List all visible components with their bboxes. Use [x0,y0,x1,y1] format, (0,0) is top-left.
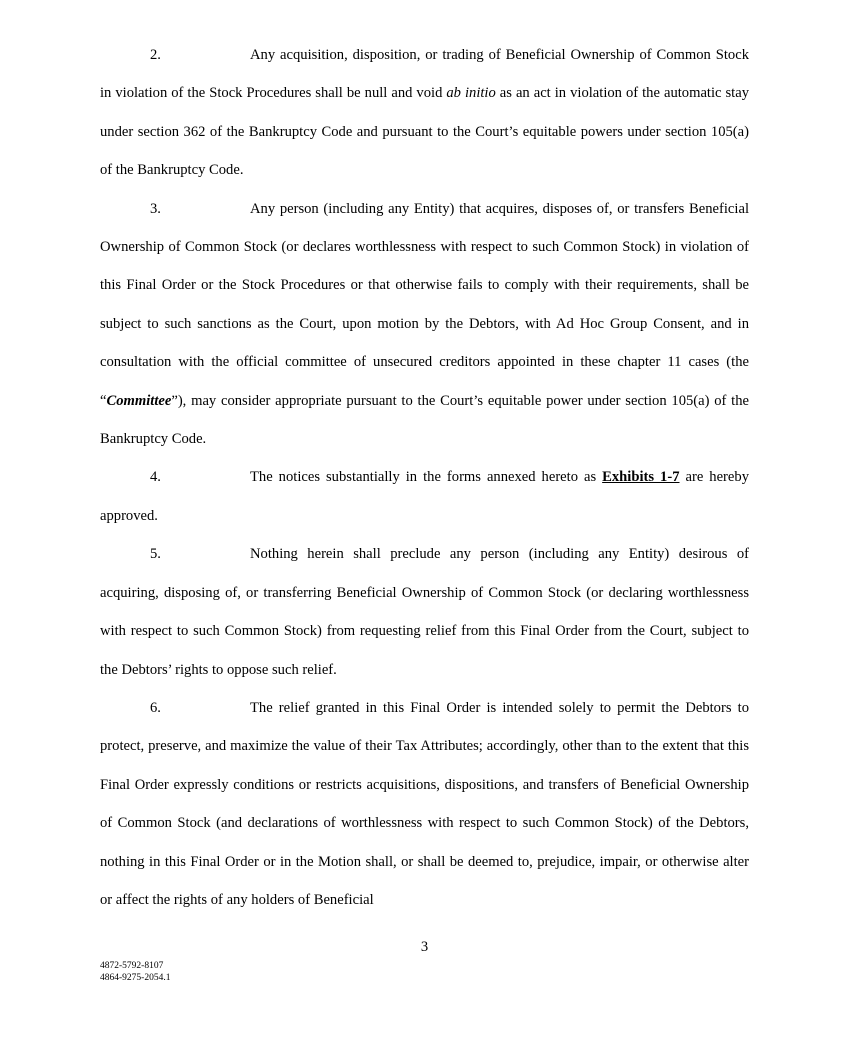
paragraph-number: 2. [150,47,161,63]
paragraph-4 [100,458,749,535]
paragraph-number: 6. [150,699,161,716]
paragraph-number: 3. [150,200,161,217]
paragraph-5 [100,535,749,689]
paragraph-number: 4. [150,469,161,486]
defined-term: Committee [106,392,172,409]
paragraph-2 [100,36,749,190]
paragraph-text: Any acquisition, disposition, or trading of Beneficial Ownership of Common Stock in violation of the Stock Procedures shall be null and void [100,47,749,102]
page-number: 3 [420,939,429,955]
paragraph-6 [100,689,749,919]
document-ids [100,961,170,984]
paragraph-text: The relief granted in this Final Order is intended solely to permit the Debtors to protect, preserve, and maximize the value of their Tax Attributes; accordingly, other than to the extent that this Final Order expressly conditions or restricts acquisitions, dispositions, and transfers of Beneficial Ownership of Common Stock (and declarations of worthlessness with respect to such Common Stock) of the Debtors, nothing in this Final Order or in the Motion shall, or shall be deemed to, prejudice, impair, or otherwise alter or affect the rights of any holders of Beneficial [100,699,749,908]
paragraph-3 [100,190,749,459]
italic-term: ab initio [446,85,496,102]
doc-id: 4864-9275-2054.1 [100,972,171,983]
document-body [100,36,749,919]
paragraph-text: ”), may consider appropriate pursuant to the Court’s equitable power under section 105(a) of the Bankruptcy Code. [100,392,749,448]
exhibits-reference: Exhibits 1-7 [602,469,680,486]
paragraph-number: 5. [150,546,161,563]
paragraph-text: as an act in violation of the automatic stay under section 362 of the Bankruptcy Code and pursuant to the Court’s equitable powers under section 105(a) of the Bankruptcy Code. [100,85,750,179]
paragraph-text: Nothing herein shall preclude any person (including any Entity) desirous of acquiring, disposing of, or transferring Beneficial Ownership of Common Stock (or declaring worthlessness with respect to such Common Stock) from requesting relief from this Final Order from the Court, subject to the Debtors’ rights to oppose such relief. [100,546,749,678]
paragraph-text: are hereby approved. [100,469,749,524]
doc-id: 4872-5792-8107 [100,961,164,971]
paragraph-text: Any person (including any Entity) that acquires, disposes of, or transfers Beneficial Ownership of Common Stock (or declares worthlessness with respect to such Common Stock) in violation of this Final Order or the Stock Procedures or that otherwise fails to comply with their requirements, shall be subject to such sanctions as the Court, upon motion by the Debtors, with Ad Hoc Group Consent, and in consultation with the official committee of unsecured creditors appointed in these chapter 11 cases (the “ [100,200,749,409]
paragraph-text: The notices substantially in the forms annexed hereto as [250,469,603,486]
